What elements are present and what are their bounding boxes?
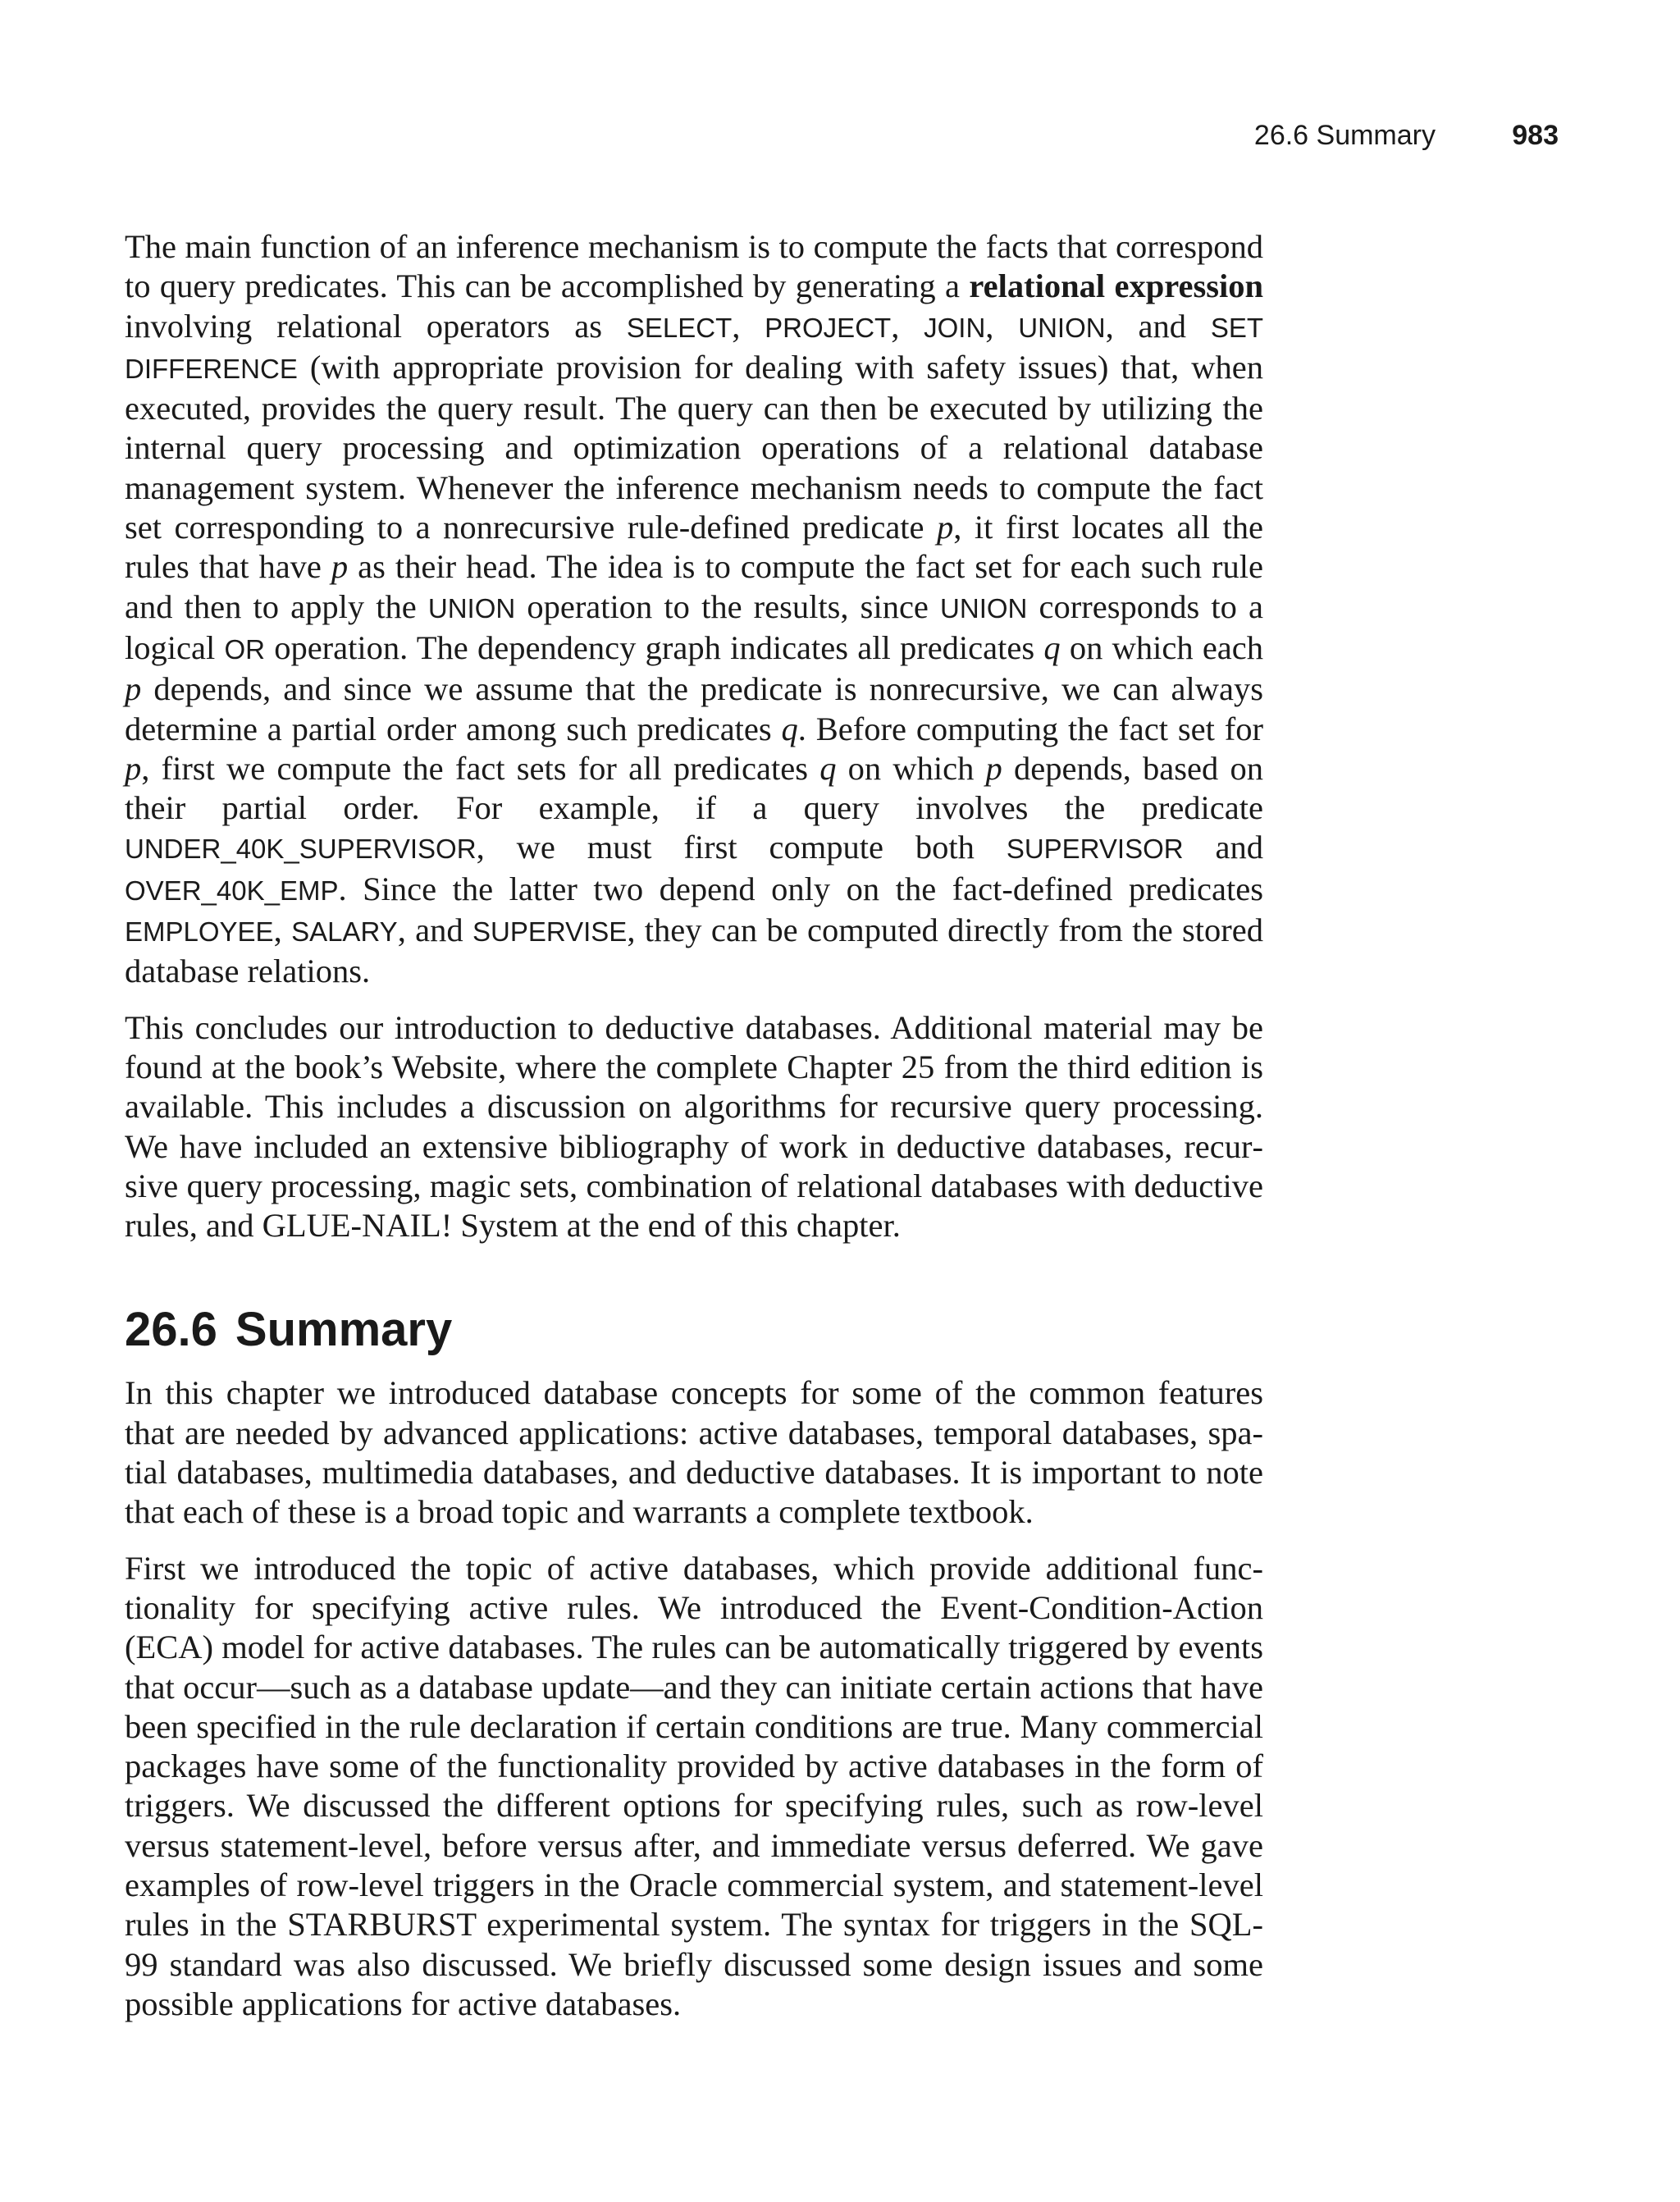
operator-set-difference: SET DIFFERENCE	[125, 312, 1263, 384]
text-run: operation. The dependency graph indicates all predicates	[264, 628, 1044, 666]
text-run: , we must first compute both	[476, 829, 1007, 866]
text-run: ,	[273, 911, 292, 949]
predicate-over-40k-emp: OVER_40K_EMP	[125, 875, 339, 906]
predicate-salary: SALARY	[291, 916, 398, 948]
paragraph-summary-intro: In this chapter we introduced database concepts for some of the common features that are needed by advanced applications: active databases, temporal databases, spatial databases, multimedia databases, and deductive databases. It is important to note that each of these is a broad topic and warrants a complete textbook.	[125, 1374, 1263, 1531]
text-run: ,	[732, 307, 765, 345]
text-run: on which each	[1060, 628, 1263, 666]
operator-or: OR	[224, 633, 265, 665]
operator-project: PROJECT	[765, 312, 892, 343]
variable-p: p	[125, 670, 142, 708]
text-run: involving relational operators as	[125, 307, 627, 345]
text-run: , and	[1105, 307, 1211, 345]
operator-union: UNION	[940, 592, 1028, 624]
text-run: , first we compute the fact sets for all predicates	[141, 749, 820, 787]
bold-term-relational-expression: relational expression	[969, 267, 1263, 305]
page-number: 983	[1512, 120, 1559, 151]
operator-union: UNION	[427, 592, 516, 624]
text-run: , they can be computed directly from the stored database relations.	[125, 911, 1263, 990]
variable-p: p	[331, 548, 349, 586]
variable-q: q	[1043, 628, 1061, 666]
variable-q: q	[819, 749, 837, 787]
predicate-supervise: SUPERVISE	[472, 916, 628, 948]
text-run: ,	[891, 307, 924, 345]
paragraph-deductive-conclusion: This concludes our introduction to deductive databases. Additional material may be found at the book’s Website, where the complete Chapter 25 from the third edition is available. This includes a discussion on algorithms for recursive query processing. We have included an extensive bibliography of work in deductive databases, recursive query processing, magic sets, combination of relational databases with deductive rules, and GLUE-NAIL! System at the end of this chapter.	[125, 1008, 1263, 1245]
predicate-under-40k-supervisor: UNDER_40K_SUPERVISOR	[125, 834, 477, 865]
text-run: , and	[397, 911, 473, 949]
predicate-supervisor: SUPERVISOR	[1006, 834, 1184, 865]
section-title: Summary	[235, 1303, 453, 1357]
variable-q: q	[781, 710, 798, 747]
text-run: . Since the latter two depend only on the fact-defined predicates	[338, 870, 1263, 907]
text-run: operation to the results, since	[515, 587, 941, 625]
text-run: on which	[836, 749, 986, 787]
text-run: (with appropriate provision for dealing with safety issues) that, when executed, provides the query result. The query can then be executed by utilizing the internal query processing and optimization operations of a relational database management system. Whenever the inference mechanism needs to compute the fact set corresponding to a nonrecursive rule-defined predicate	[125, 348, 1263, 546]
operator-union: UNION	[1018, 312, 1106, 343]
variable-p: p	[125, 749, 142, 787]
predicate-employee: EMPLOYEE	[125, 916, 274, 948]
paragraph-inference-mechanism	[125, 227, 1263, 992]
running-head-section: 26.6 Summary	[1253, 120, 1436, 151]
text-run: depends, based on their partial order. For example, if a query involves the predicate	[125, 749, 1263, 827]
text-run: and	[1183, 829, 1263, 866]
section-number: 26.6	[125, 1303, 217, 1357]
text-run: depends, and since we assume that the predicate is nonrecursive, we can always determine a partial order among such predicates	[125, 670, 1263, 747]
text-run: The main function of an inference mechanism is to compute the facts that correspond to query predicates. This can be accomplished by generating a	[125, 228, 1263, 305]
operator-select: SELECT	[626, 312, 733, 343]
running-head	[1230, 120, 1559, 156]
variable-p: p	[985, 749, 1002, 787]
paragraph-active-databases: First we introduced the topic of active databases, which provide additional functionality for specifying active rules. We introduced the Event-Condition-Action (ECA) model for active databases. The rules can be automatically triggered by events that occur—such as a database update—and they can initiate certain actions that have been specified in the rule declaration if certain conditions are true. Many commercial packages have some of the functionality provided by active databases in the form of triggers. We discussed the different options for specifying rules, such as row-level versus statement-level, before versus after, and immediate versus deferred. We gave examples of row-level triggers in the Oracle commercial system, and statement-level rules in the STARBURST experimental system. The syntax for triggers in the SQL-99 standard was also discussed. We briefly discussed some design issues and some possible applications for active databases.	[125, 1549, 1263, 2022]
text-run: , it first locates all the rules that have	[125, 509, 1263, 586]
text-run: corresponds to a logical	[125, 587, 1263, 666]
operator-join: JOIN	[924, 312, 986, 343]
variable-p: p	[937, 509, 954, 546]
text-run: . Before computing the fact set for	[797, 710, 1263, 747]
page-body	[125, 227, 1263, 2024]
text-run: ,	[985, 307, 1019, 345]
text-run: as their head. The idea is to compute the fact set for each such rule and then to apply the	[125, 548, 1263, 625]
section-heading	[125, 1303, 1263, 1357]
